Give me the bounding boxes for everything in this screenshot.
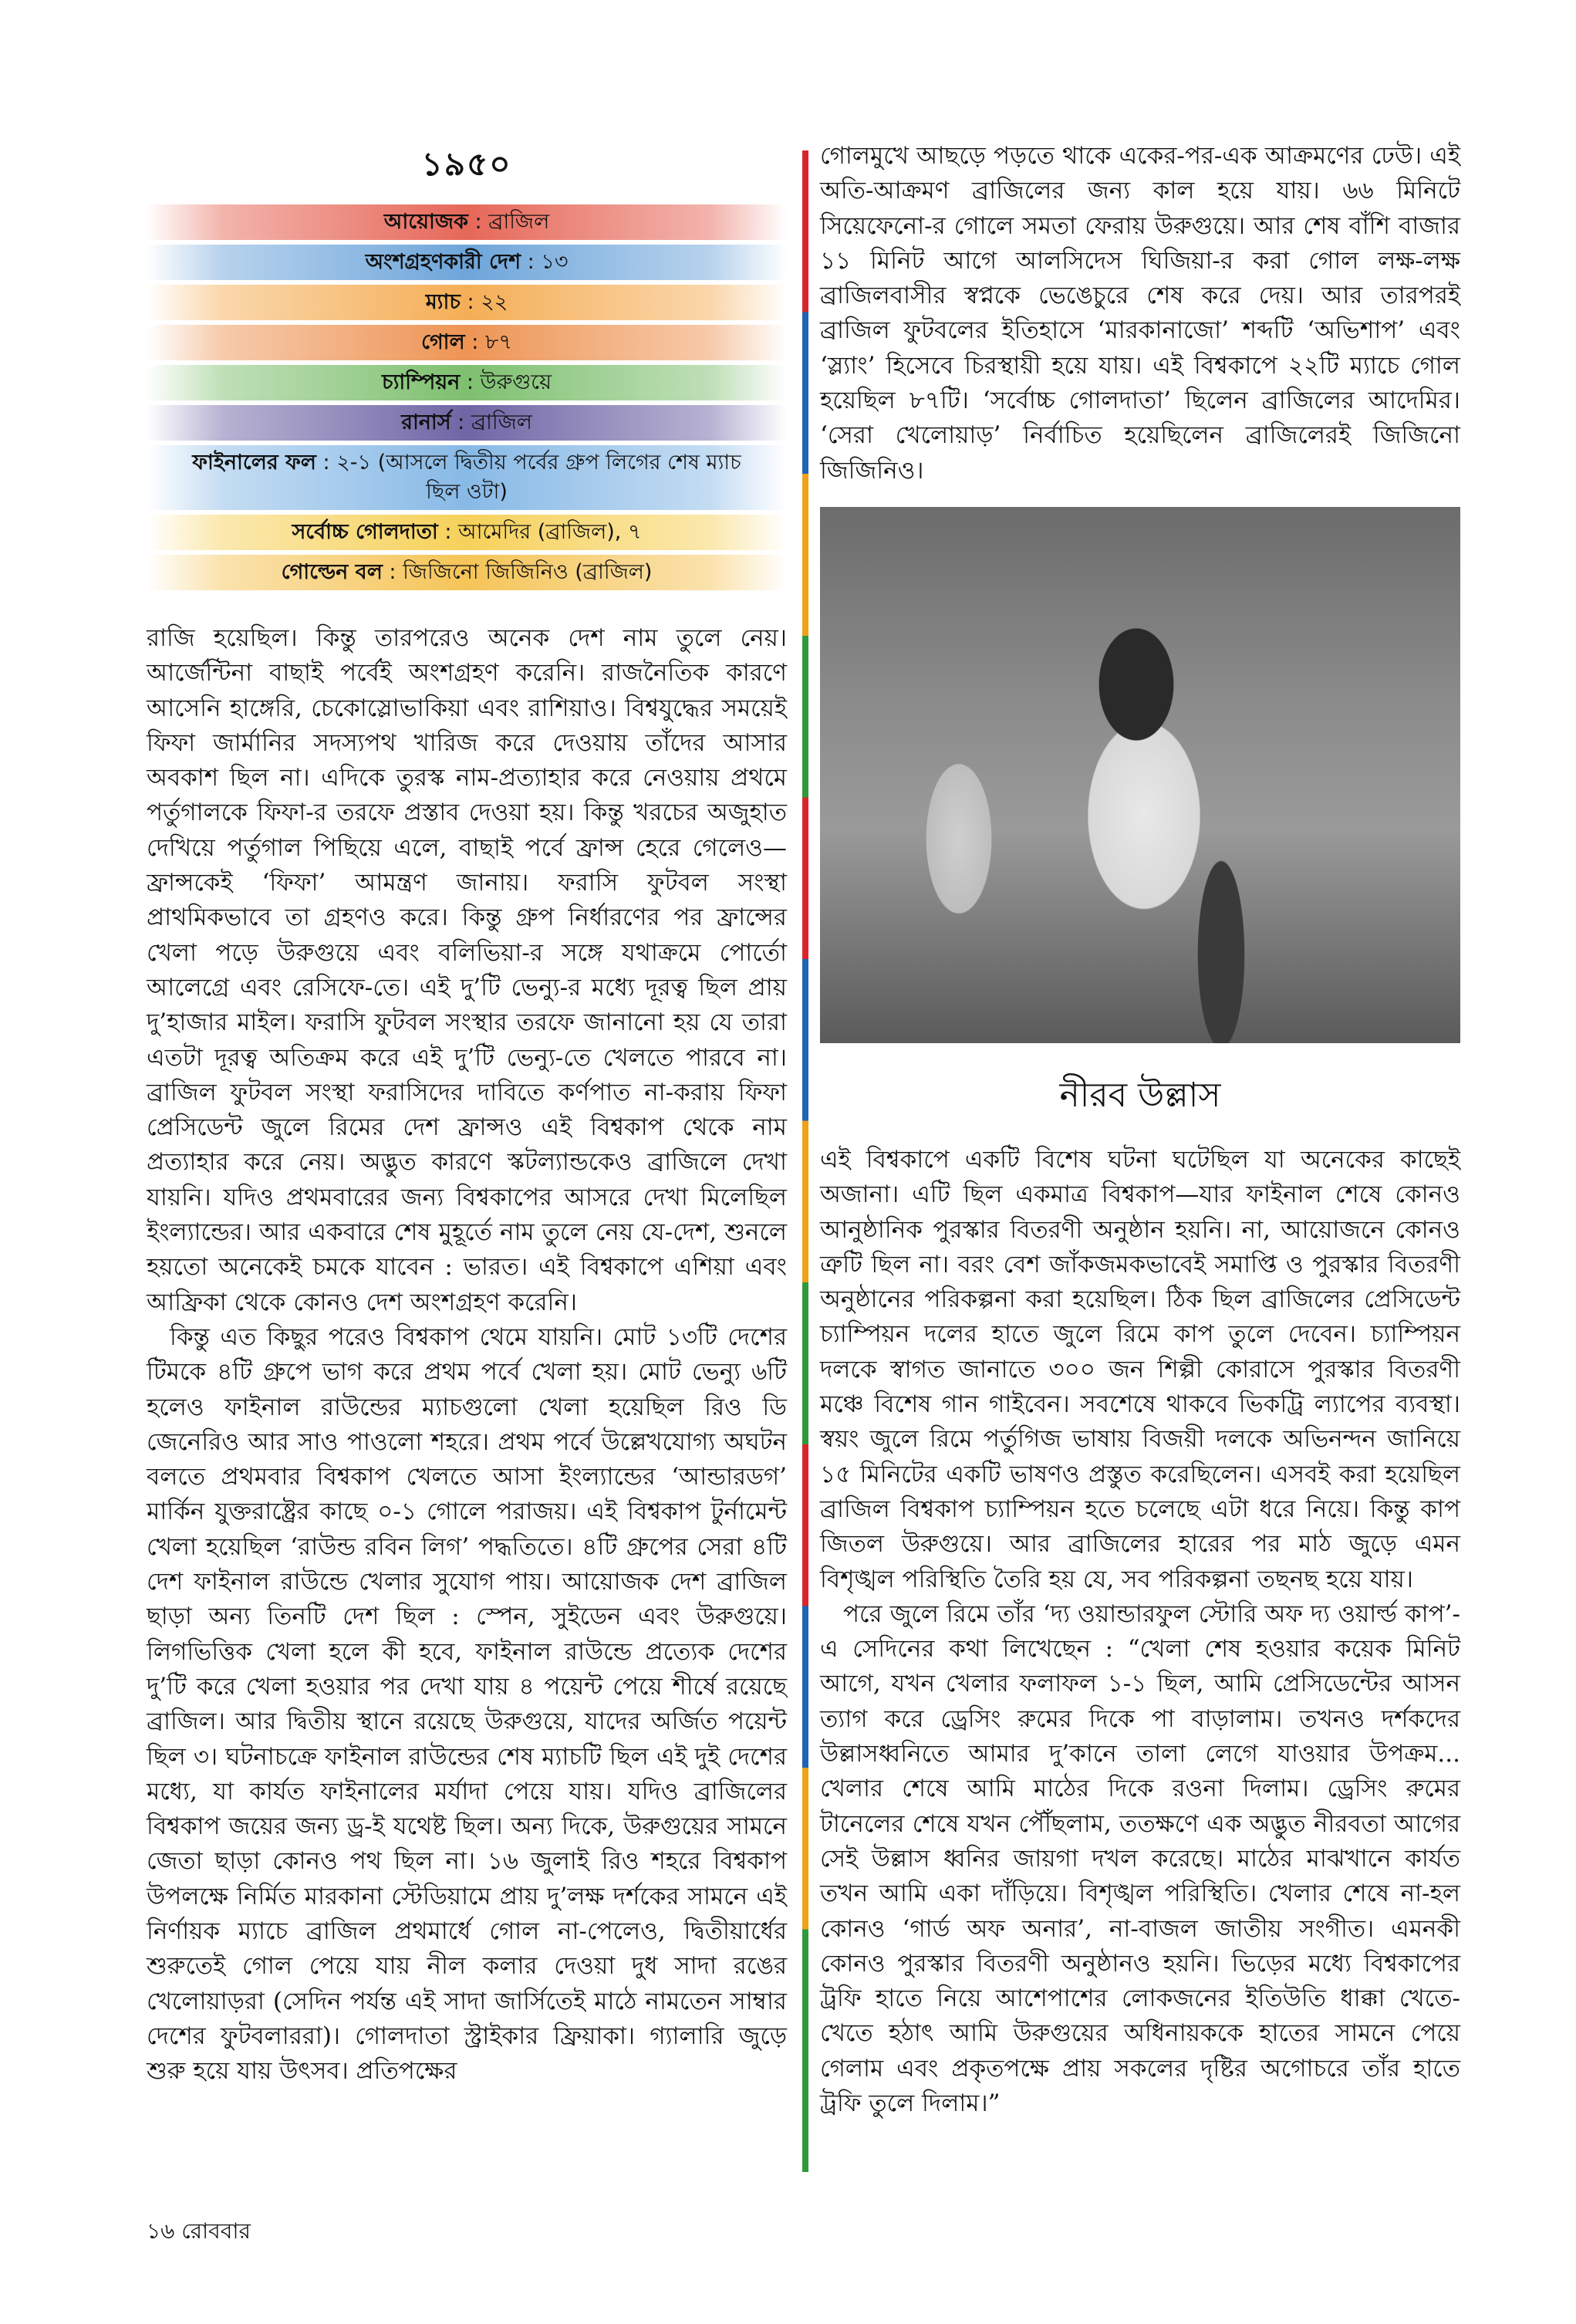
fact-row: [147, 445, 787, 510]
fact-separator: :: [467, 210, 489, 234]
fact-label: গোল্ডেন বল: [281, 560, 383, 584]
fact-row: [147, 204, 787, 240]
fact-label: অংশগ্রহণকারী দেশ: [365, 250, 521, 274]
fact-separator: :: [460, 290, 481, 314]
fact-value: আমেদির (ব্রাজিল), ৭: [458, 520, 642, 544]
fact-separator: :: [451, 410, 471, 434]
fact-row: [147, 365, 787, 400]
fact-separator: :: [464, 330, 485, 354]
section-paragraph-1: এই বিশ্বকাপে একটি বিশেষ ঘটনা ঘটেছিল যা অনেকের কাছেই অজানা। এটি ছিল একমাত্র বিশ্বকাপ—যার ফাইনাল শেষে কোনও আনুষ্ঠানিক পুরস্কার বিতরণী অনুষ্ঠান হয়নি। না, আয়োজনে কোনও ত্রুটি ছিল না। বরং বেশ জাঁকজমকভাবেই সমাপ্তি ও পুরস্কার বিতরণী অনুষ্ঠানের পরিকল্পনা করা হয়েছিল। ঠিক ছিল ব্রাজিলের প্রেসিডেন্ট চ্যাম্পিয়ন দলের হাতে জুলে রিমে কাপ তুলে দেবেন। চ্যাম্পিয়ন দলকে স্বাগত জানাতে ৩০০ জন শিল্পী কোরাসে পুরস্কার বিতরণী মঞ্চে বিশেষ গান গাইবেন। সবশেষে থাকবে ভিকট্রি ল্যাপের ব্যবস্থা। স্বয়ং জুলে রিমে পর্তুগিজ ভাষায় বিজয়ী দলকে অভিনন্দন জানিয়ে ১৫ মিনিটের একটি ভাষণও প্রস্তুত করেছিলেন। এসবই করা হয়েছিল ব্রাজিল বিশ্বকাপ চ্যাম্পিয়ন হতে চলেছে এটা ধরে নিয়ে। কিন্তু কাপ জিতল উরুগুয়ে। আর ব্রাজিলের হারের পর মাঠ জুড়ে এমন বিশৃঙ্খল পরিস্থিতি তৈরি হয় যে, সব পরিকল্পনা তছনছ হয়ে যায়।: [820, 1145, 1460, 1593]
page-folio: ১৬ রোববার: [147, 2218, 251, 2244]
fact-value: ব্রাজিল: [471, 410, 532, 434]
fact-value: জিজিনো জিজিনিও (ব্রাজিল): [403, 560, 653, 584]
section-paragraph-2: পরে জুলে রিমে তাঁর ‘দ্য ওয়ান্ডারফুল স্টোরি অফ দ্য ওয়ার্ল্ড কাপ’-এ সেদিনের কথা লিখেছেন : “খেলা শেষ হওয়ার কয়েক মিনিট আগে, যখন খেলার ফলাফল ১-১ ছিল, আমি প্রেসিডেন্টের আসন ত্যাগ করে ড্রেসিং রুমের দিকে পা বাড়ালাম। তখনও দর্শকদের উল্লাসধ্বনিতে আমার দু’কানে তালা লেগে যাওয়ার উপক্রম... খেলার শেষে আমি মাঠের দিকে রওনা দিলাম। ড্রেসিং রুমের টানেলের শেষে যখন পৌঁছলাম, ততক্ষণে এক অদ্ভুত নীরবতা আগের সেই উল্লাস ধ্বনির জায়গা দখল করেছে। মাঠের মাঝখানে কার্যত তখন আমি একা দাঁড়িয়ে। বিশৃঙ্খল পরিস্থিতি। খেলার শেষে না-হল কোনও ‘গার্ড অফ অনার’, না-বাজল জাতীয় সংগীত। এমনকী কোনও পুরস্কার বিতরণী অনুষ্ঠানও হয়নি। ভিড়ের মধ্যে বিশ্বকাপের ট্রফি হাতে নিয়ে আশেপাশের লোকজনের ইতিউতি ধাক্কা খেতে-খেতে হঠাৎ আমি উরুগুয়ের অধিনায়ককে হাতের সামনে পেয়ে গেলাম এবং প্রকৃতপক্ষে প্রায় সকলের দৃষ্টির অগোচরে তাঁর হাতে ট্রফি তুলে দিলাম।”: [820, 1599, 1460, 2117]
fact-row: [147, 245, 787, 280]
year-heading: ১৯৫০: [421, 145, 512, 183]
body-paragraph-2: কিন্তু এত কিছুর পরেও বিশ্বকাপ থেমে যায়নি। মোট ১৩টি দেশের টিমকে ৪টি গ্রুপে ভাগ করে প্রথম পর্বে খেলা হয়। মোট ভেন্যু ৬টি হলেও ফাইনাল রাউন্ডের ম্যাচগুলো খেলা হয়েছিল রিও ডি জেনেরিও আর সাও পাওলো শহরে। প্রথম পর্বে উল্লেখযোগ্য অঘটন বলতে প্রথমবার বিশ্বকাপ খেলতে আসা ইংল্যান্ডের ‘আন্ডারডগ’ মার্কিন যুক্তরাষ্ট্রের কাছে ০-১ গোলে পরাজয়। এই বিশ্বকাপ টুর্নামেন্ট খেলা হয়েছিল ‘রাউন্ড রবিন লিগ’ পদ্ধতিতে। ৪টি গ্রুপের সেরা ৪টি দেশ ফাইনাল রাউন্ডে খেলার সুযোগ পায়। আয়োজক দেশ ব্রাজিল ছাড়া অন্য তিনটি দেশ ছিল : স্পেন, সুইডেন এবং উরুগুয়ে। লিগভিত্তিক খেলা হলে কী হবে, ফাইনাল রাউন্ডে প্রত্যেক দেশের দু’টি করে খেলা হওয়ার পর দেখা যায় ৪ পয়েন্ট পেয়ে শীর্ষে রয়েছে ব্রাজিল। আর দ্বিতীয় স্থানে রয়েছে উরুগুয়ে, যাদের অর্জিত পয়েন্ট ছিল ৩। ঘটনাচক্রে ফাইনাল রাউন্ডের শেষ ম্যাচটি ছিল এই দুই দেশের মধ্যে, যা কার্যত ফাইনালের মর্যাদা পেয়ে যায়। যদিও ব্রাজিলের বিশ্বকাপ জয়ের জন্য ড্র-ই যথেষ্ট ছিল। অন্য দিকে, উরুগুয়ের সামনে জেতা ছাড়া কোনও পথ ছিল না। ১৬ জুলাই রিও শহরে বিশ্বকাপ উপলক্ষে নির্মিত মারকানা স্টেডিয়ামে প্রায় দু’লক্ষ দর্শকের সামনে এই নির্ণায়ক ম্যাচে ব্রাজিল প্রথমার্ধে গোল না-পেলেও, দ্বিতীয়ার্ধের শুরুতেই গোল পেয়ে যায় নীল কলার দেওয়া দুধ সাদা রঙের খেলোয়াড়রা (সেদিন পর্যন্ত এই সাদা জার্সিতেই মাঠে নামতেন সাম্বার দেশের ফুটবলাররা)। গোলদাতা স্ট্রাইকার ফ্রিয়াকা। গ্যালারি জুড়ে শুরু হয়ে যায় উৎসব। প্রতিপক্ষের: [147, 1322, 787, 2086]
fact-row: [147, 325, 787, 360]
fact-label: সর্বোচ্চ গোলদাতা: [292, 520, 438, 544]
fact-separator: :: [521, 250, 542, 274]
right-column: [820, 139, 1460, 2121]
fact-value: ১৩: [541, 250, 569, 274]
fact-value: ব্রাজিল: [488, 210, 550, 234]
fact-row: [147, 515, 787, 550]
fact-separator: :: [316, 451, 337, 475]
column-divider: [802, 150, 808, 2172]
fact-row: [147, 285, 787, 320]
fact-label: রানার্স: [401, 410, 451, 434]
fact-separator: :: [382, 560, 403, 584]
section-subhead: নীরব উল্লাস: [1059, 1075, 1221, 1115]
fact-value: ৮৭: [484, 330, 512, 354]
fact-value: উরুগুয়ে: [480, 370, 552, 394]
intro-paragraph: গোলমুখে আছড়ে পড়তে থাকে একের-পর-এক আক্রমণের ঢেউ। এই অতি-আক্রমণ ব্রাজিলের জন্য কাল হয়ে যায়। ৬৬ মিনিটে সিয়েফেনো-র গোলে সমতা ফেরায় উরুগুয়ে। আর শেষ বাঁশি বাজার ১১ মিনিট আগে আলসিদেস ঘিজিয়া-র করা গোল লক্ষ-লক্ষ ব্রাজিলবাসীর স্বপ্নকে ভেঙেচুরে শেষ করে দেয়। আর তারপরই ব্রাজিল ফুটবলের ইতিহাসে ‘মারকানাজো’ শব্দটি ‘অভিশাপ’ এবং ‘স্ল্যাং’ হিসেবে চিরস্থায়ী হয়ে যায়। এই বিশ্বকাপে ২২টি ম্যাচে গোল হয়েছিল ৮৭টি। ‘সর্বোচ্চ গোলদাতা’ ছিলেন ব্রাজিলের আদেমির। ‘সেরা খেলোয়াড়’ নির্বাচিত হয়েছিলেন ব্রাজিলেরই জিজিনো জিজিনিও।: [820, 142, 1460, 485]
fact-value: ২২: [481, 290, 508, 314]
fact-row: [147, 405, 787, 441]
fact-value: ২-১ (আসলে দ্বিতীয় পর্বের গ্রুপ লিগের শেষ ম্যাচ ছিল ওটা): [336, 451, 741, 504]
fact-separator: :: [460, 370, 481, 394]
fact-label: আয়োজক: [383, 210, 468, 234]
fact-label: চ্যাম্পিয়ন: [382, 370, 461, 394]
fact-label: ম্যাচ: [425, 290, 461, 314]
body-paragraph-1: রাজি হয়েছিল। কিন্তু তারপরেও অনেক দেশ নাম তুলে নেয়। আর্জেন্টিনা বাছাই পর্বেই অংশগ্রহণ করেনি। রাজনৈতিক কারণে আসেনি হাঙ্গেরি, চেকোস্লোভাকিয়া এবং রাশিয়াও। বিশ্বযুদ্ধের সময়েই ফিফা জার্মানির সদস্যপথ খারিজ করে দেওয়ায় তাঁদের আসার অবকাশ ছিল না। এদিকে তুরস্ক নাম-প্রত্যাহার করে নেওয়ায় প্রথমে পর্তুগালকে ফিফা-র তরফে প্রস্তাব দেওয়া হয়। কিন্তু খরচের অজুহাত দেখিয়ে পর্তুগাল পিছিয়ে এলে, বাছাই পর্বে ফ্রান্স হেরে গেলেও—ফ্রান্সকেই ‘ফিফা’ আমন্ত্রণ জানায়। ফরাসি ফুটবল সংস্থা প্রাথমিকভাবে তা গ্রহণও করে। কিন্তু গ্রুপ নির্ধারণের পর ফ্রান্সের খেলা পড়ে উরুগুয়ে এবং বলিভিয়া-র সঙ্গে যথাক্রমে পোর্তো আলেগ্রে এবং রেসিফে-তে। এই দু’টি ভেন্যু-র মধ্যে দূরত্ব ছিল প্রায় দু’হাজার মাইল। ফরাসি ফুটবল সংস্থার তরফে জানানো হয় যে তারা এতটা দূরত্ব অতিক্রম করে এই দু’টি ভেন্যু-তে খেলতে পারবে না। ব্রাজিল ফুটবল সংস্থা ফরাসিদের দাবিতে কর্ণপাত না-করায় ফিফা প্রেসিডেন্ট জুলে রিমের দেশ ফ্রান্সও এই বিশ্বকাপ থেকে নাম প্রত্যাহার করে নেয়। অদ্ভুত কারণে স্কটল্যান্ডকেও ব্রাজিলে দেখা যায়নি। যদিও প্রথমবারের জন্য বিশ্বকাপের আসরে দেখা মিলেছিল ইংল্যান্ডের। আর একবারে শেষ মুহূর্তে নাম তুলে নেয় যে-দেশ, শুনলে হয়তো অনেকেই চমকে যাবেন : ভারত। এই বিশ্বকাপে এশিয়া এবং আফ্রিকা থেকে কোনও দেশ অংশগ্রহণ করেনি।: [147, 624, 787, 1316]
left-column: [147, 139, 787, 2089]
fact-label: গোল: [421, 330, 465, 354]
fact-separator: :: [437, 520, 459, 544]
match-photo: [820, 507, 1460, 1043]
fact-row: [147, 555, 787, 590]
fact-label: ফাইনালের ফল: [192, 451, 316, 475]
fact-list: [147, 204, 787, 590]
